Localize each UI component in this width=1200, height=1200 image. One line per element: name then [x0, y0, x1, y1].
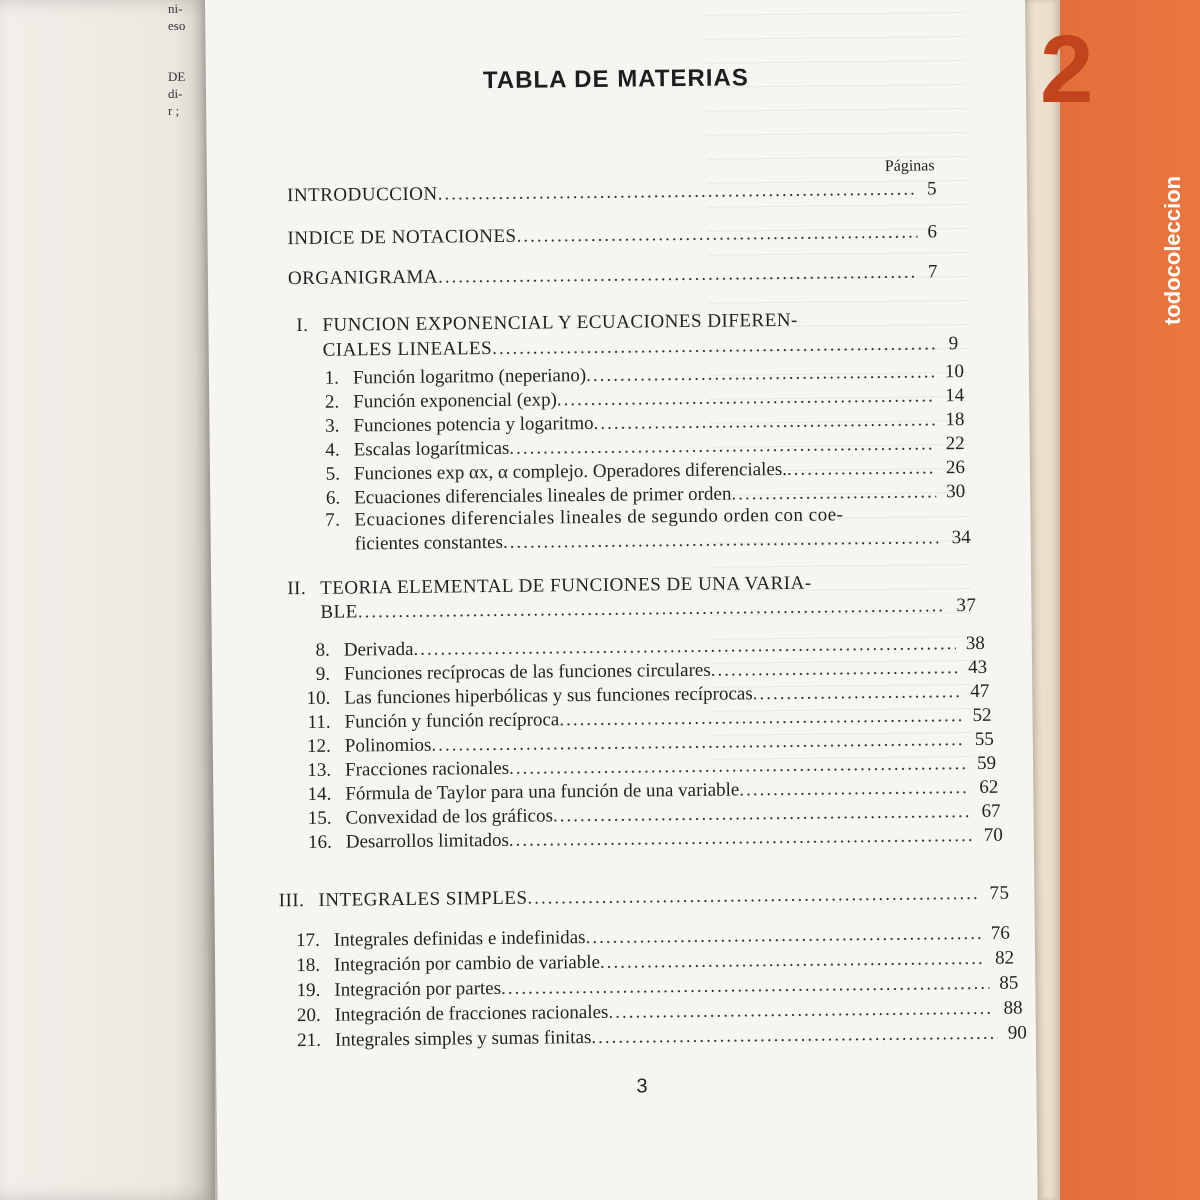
entry-page: 34 [951, 527, 971, 549]
entry-number: 21. [297, 1029, 322, 1052]
entry-number: 1. [324, 367, 340, 389]
toc-title: TABLA DE MATERIAS [482, 64, 749, 95]
entry-page: 62 [979, 776, 999, 798]
dot-leader [503, 526, 942, 555]
entry-page: 85 [999, 972, 1019, 994]
entry-title: Las funciones hiperbólicas y sus funciones recíprocas [344, 683, 753, 709]
entry-title: Polinomios [344, 734, 432, 757]
entry-title: Integración de fracciones racionales [334, 1001, 609, 1026]
entry-title: Función exponencial (exp) [353, 389, 557, 413]
entry-title: ficientes constantes [354, 531, 504, 555]
entry-number: 9. [315, 663, 331, 685]
entry-page: 5 [926, 178, 938, 200]
entry-title: Integración por partes [334, 977, 502, 1001]
entry-page: 76 [990, 922, 1010, 944]
toc-page [205, 0, 1038, 1200]
entry-page: 82 [994, 947, 1015, 969]
chapter-title-line: FUNCION EXPONENCIAL Y ECUACIONES DIFEREN- [322, 309, 798, 336]
dot-leader [516, 221, 917, 249]
entry-title: Función logaritmo (neperiano) [352, 365, 587, 389]
chapter-heading [259, 882, 1009, 914]
entry-page: 43 [967, 656, 988, 679]
dot-leader [593, 408, 935, 436]
entry-title: ORGANIGRAMA [287, 266, 439, 290]
dot-leader [492, 332, 939, 361]
entry-title: Convexidad de los gráficos [345, 805, 554, 829]
entry-title: Escalas logarítmicas [353, 437, 510, 461]
dot-leader [527, 882, 979, 911]
dot-leader [753, 680, 961, 706]
entry-number: III. [278, 890, 305, 912]
left-page-text-fragments: ni- eso DE di- r ; [168, 1, 186, 118]
entry-number: 19. [296, 979, 321, 1002]
entry-number: 3. [325, 415, 340, 437]
entry-page: 30 [946, 481, 966, 503]
entry-number: 14. [307, 783, 332, 805]
dot-leader [438, 178, 918, 207]
dot-leader [787, 456, 936, 482]
watermark: todocoleccion [1160, 175, 1185, 325]
dot-leader [586, 360, 935, 388]
dot-leader [711, 656, 959, 683]
entry-page: 10 [944, 361, 965, 383]
entry-number: 15. [307, 807, 332, 829]
dot-leader [501, 972, 990, 1001]
left-page [0, 0, 215, 1200]
entry-title: Funciones potencia y logaritmo [353, 412, 594, 437]
entry-title: INDICE DE NOTACIONES [287, 225, 517, 250]
entry-page: 70 [983, 824, 1003, 846]
entry-number: 20. [296, 1004, 321, 1027]
entry-number: 2. [324, 391, 340, 413]
entry-number: 6. [325, 487, 341, 509]
entry-page: 88 [1003, 997, 1023, 1019]
entry-page: 6 [927, 221, 938, 243]
entry-title: Fórmula de Taylor para una función de una variable [345, 779, 740, 805]
entry-title: Integración por cambio de variable [334, 951, 601, 976]
entry-title: INTRODUCCION [286, 183, 438, 207]
entry-number: 12. [306, 735, 331, 757]
entry-number: 10. [306, 687, 331, 709]
entry-page: 52 [972, 704, 992, 727]
entry-title: Integrales definidas e indefinidas [333, 927, 586, 951]
entry-page: 47 [970, 680, 990, 703]
entry-title: Función y función recíproca [344, 709, 560, 733]
entry-page: 7 [927, 261, 938, 283]
entry-page: 55 [974, 728, 994, 750]
dot-leader [585, 922, 981, 950]
dot-leader [591, 1022, 998, 1050]
pages-column-label: Páginas [884, 157, 935, 175]
dot-leader [438, 261, 918, 290]
entry-page: 37 [956, 594, 977, 617]
entry-number: 13. [307, 759, 332, 781]
chapter-numeral: 7. [325, 509, 341, 531]
entry-number: 18. [296, 954, 321, 977]
entry-page: 75 [989, 882, 1010, 904]
entry-page: 38 [965, 632, 985, 655]
cover-number: 2 [1040, 16, 1094, 123]
entry-title: Derivada [343, 638, 414, 661]
page-number: 3 [636, 1075, 648, 1098]
entry-title: Funciones exp αx, α complejo. Operadores diferenciales. [353, 458, 788, 485]
entry-title: Integrales simples y sumas finitas [334, 1027, 592, 1051]
entry-title: BLE [320, 601, 358, 623]
entry-page: 9 [948, 333, 959, 355]
entry-title: Desarrollos limitados [345, 829, 509, 853]
entry-title: Ecuaciones diferenciales lineales de primer orden [354, 483, 732, 509]
entry-page: 18 [945, 409, 965, 431]
entry-page: 59 [976, 752, 997, 774]
entry-page: 26 [945, 457, 966, 479]
dot-leader [509, 824, 974, 853]
chapter-numeral: II. [287, 577, 307, 600]
chapter-title-line: TEORIA ELEMENTAL DE FUNCIONES DE UNA VARIA- [320, 572, 812, 599]
chapter-title-line: Ecuaciones diferenciales lineales de segundo orden con coe- [354, 504, 844, 531]
entry-title: Funciones recíprocas de las funciones circulares [343, 659, 711, 685]
entry-title: Fracciones racionales [344, 757, 510, 781]
entry-page: 22 [945, 433, 965, 455]
entry-number: 16. [307, 831, 332, 853]
dot-leader [739, 776, 969, 802]
entry-page: 67 [981, 800, 1001, 822]
dot-leader [608, 997, 993, 1025]
entry-number: 11. [307, 711, 331, 733]
entry-title: CIALES LINEALES [322, 338, 493, 361]
entry-title: INTEGRALES SIMPLES [318, 887, 528, 911]
entry-page: 90 [1007, 1022, 1027, 1044]
chapter-numeral: I. [296, 314, 309, 337]
dot-leader [600, 947, 985, 975]
entry-number: 5. [325, 463, 341, 485]
entry-page: 14 [945, 385, 965, 407]
entry-number: 8. [315, 639, 330, 661]
entry-number: 4. [325, 439, 340, 461]
entry-number: 17. [295, 929, 320, 952]
